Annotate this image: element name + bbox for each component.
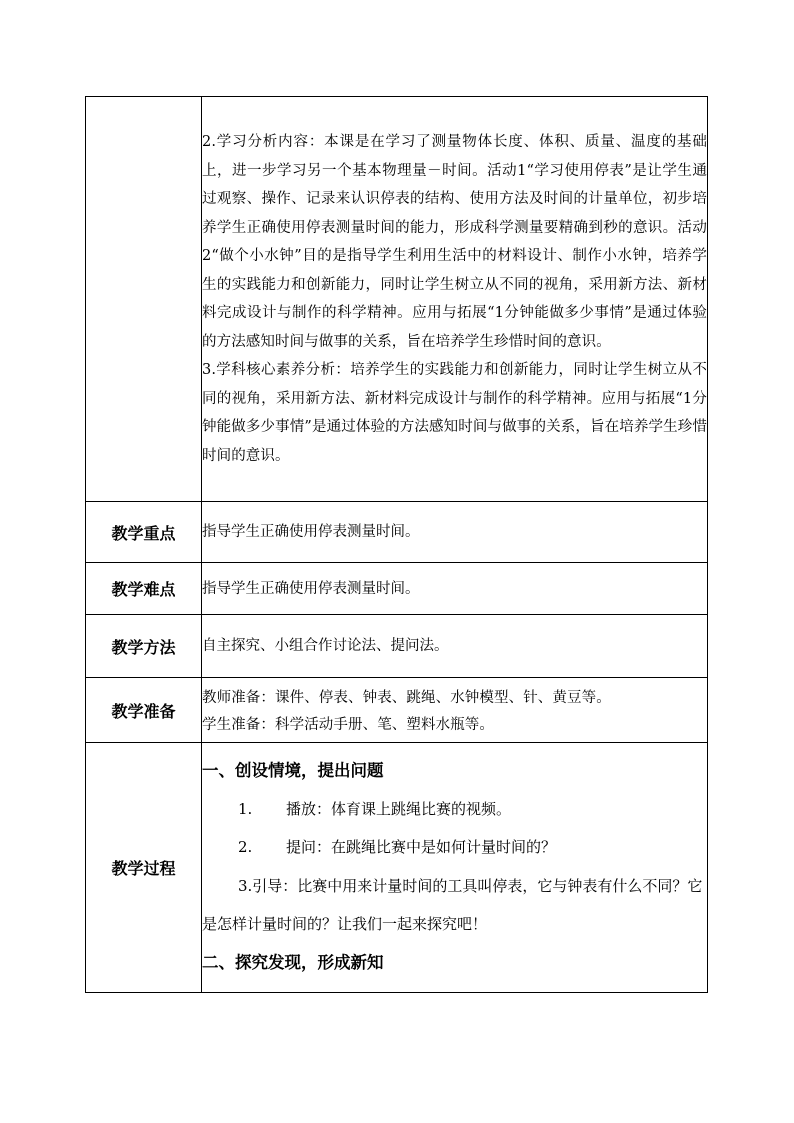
analysis-row	[86, 97, 708, 502]
core-literacy-analysis-text: 3.学科核心素养分析：培养学生的实践能力和创新能力，同时让学生树立从不同的视角，采用新方法、新材料完成设计与制作的科学精神。应用与拓展“1分钟能做多少事情”是通过体验的方法感知时间与做事的关系，旨在培养学生珍惜时间的意识。	[202, 362, 707, 464]
process-cell	[202, 743, 708, 993]
key-point-text: 指导学生正确使用停表测量时间。	[202, 502, 708, 563]
content-analysis-text: 2.学习分析内容：本课是在学习了测量物体长度、体积、质量、温度的基础上，进一步学习另一个基本物理量－时间。活动1“学习使用停表”是让学生通过观察、操作、记录来认识停表的结构、使用方法及时间的计量单位，初步培养学生正确使用停表测量时间的能力，形成科学测量要精确到秒的意识。活动2“做个小水钟”目的是指导学生利用生活中的材料设计、制作小水钟，培养学生的实践能力和创新能力，同时让学生树立从不同的视角，采用新方法、新材料完成设计与制作的科学精神。应用与拓展“1分钟能做多少事情”是通过体验的方法感知时间与做事的关系，旨在培养学生珍惜时间的意识。	[202, 134, 707, 350]
method-label: 教学方法	[86, 615, 202, 678]
step-3-guide-text: 3.引导：比赛中用来计量时间的工具叫停表，它与钟表有什么不同？它是怎样计量时间的？让我们一起来探究吧！	[202, 876, 703, 933]
method-row	[86, 615, 708, 678]
analysis-label-cell	[86, 97, 202, 502]
student-preparation-text: 学生准备：科学活动手册、笔、塑料水瓶等。	[202, 717, 494, 733]
preparation-cell	[202, 678, 708, 743]
process-row	[86, 743, 708, 993]
difficulty-row	[86, 563, 708, 615]
section-heading-1: 一、创设情境，提出问题	[202, 760, 384, 780]
step-2-number: 2.	[238, 837, 253, 856]
preparation-row	[86, 678, 708, 743]
preparation-label: 教学准备	[86, 678, 202, 743]
teacher-preparation-text: 教师准备：课件、停表、钟表、跳绳、水钟模型、针、黄豆等。	[202, 690, 611, 706]
process-label: 教学过程	[86, 743, 202, 993]
step-1-text: 播放：体育课上跳绳比赛的视频。	[286, 799, 512, 818]
key-point-label: 教学重点	[86, 502, 202, 563]
difficulty-text: 指导学生正确使用停表测量时间。	[202, 563, 708, 615]
method-text: 自主探究、小组合作讨论法、提问法。	[202, 615, 708, 678]
step-2-text: 提问：在跳绳比赛中是如何计量时间的？	[286, 837, 557, 856]
step-1-number: 1.	[238, 799, 253, 818]
analysis-content-cell	[202, 97, 708, 502]
step-2	[202, 833, 707, 861]
section-heading-2: 二、探究发现，形成新知	[202, 952, 384, 972]
difficulty-label: 教学难点	[86, 563, 202, 615]
lesson-plan-table	[85, 96, 708, 993]
key-point-row	[86, 502, 708, 563]
step-1	[202, 795, 707, 823]
